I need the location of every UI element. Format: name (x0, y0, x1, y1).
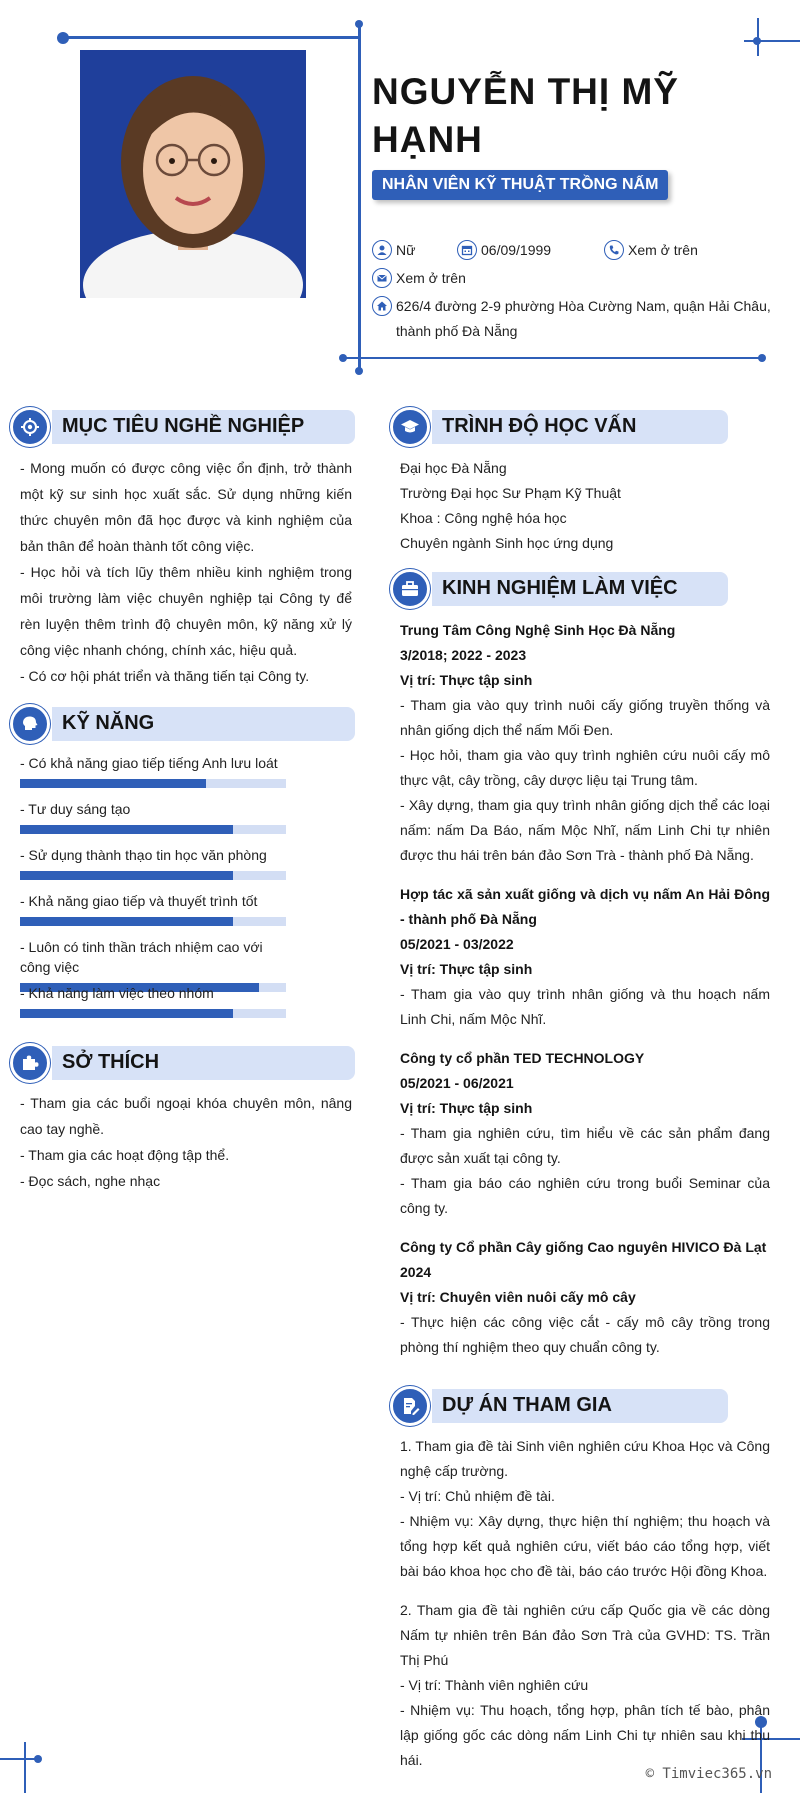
mail-icon (372, 268, 392, 288)
education-body (400, 456, 770, 556)
education-line: Khoa : Công nghệ hóa học (400, 510, 567, 526)
projects-heading (390, 1389, 740, 1423)
frame-line-bottom (342, 357, 762, 359)
job-period: 3/2018; 2022 - 2023 (400, 647, 527, 663)
skill-track (20, 917, 286, 926)
skill-item (20, 845, 290, 880)
projects-body (400, 1434, 770, 1773)
job-company: Công ty Cổ phần Cây giống Cao nguyên HIVICO Đà Lạt (400, 1239, 767, 1255)
project-line: - Vị trí: Thành viên nghiên cứu (400, 1677, 589, 1693)
frame-dot (355, 367, 363, 375)
job-detail: - Học hỏi, tham gia vào quy trình nghiên cứu nuôi cấy mô thực vật, cây trồng, cây dược liệu tại Trung tâm. (400, 747, 770, 788)
skill-label: - Khả năng giao tiếp và thuyết trình tốt (20, 893, 258, 909)
hobbies-heading (10, 1046, 355, 1080)
job-period: 2024 (400, 1264, 432, 1280)
hobby-line: - Tham gia các hoạt động tập thể. (20, 1147, 230, 1163)
home-icon (372, 296, 392, 316)
objective-body (20, 455, 352, 689)
job-detail: - Xây dựng, tham gia quy trình nhân giống dịch thể các loại nấm: nấm Da Báo, nấm Mộc Nhĩ, nấm Linh Chi tự nhiên được thu hái trên bán đảo Sơn Trà - thành phố Đà Nẵng. (400, 797, 770, 863)
document-edit-icon (390, 1386, 430, 1426)
experience-title: KINH NGHIỆM LÀM VIỆC (442, 577, 678, 599)
skill-track (20, 1009, 286, 1018)
job-detail: - Thực hiện các công việc cắt - cấy mô cây trồng trong phòng thí nghiệm theo quy chuẩn công ty. (400, 1314, 770, 1355)
project-line: 1. Tham gia đề tài Sinh viên nghiên cứu Khoa Học và Công nghệ cấp trường. (400, 1438, 770, 1479)
job-entry (400, 882, 770, 1032)
gender-info (372, 240, 415, 263)
job-position: Vị trí: Thực tập sinh (400, 1100, 533, 1116)
education-heading (390, 410, 740, 444)
graduation-cap-icon (390, 407, 430, 447)
email-value: Xem ở trên (396, 270, 466, 286)
job-detail: - Tham gia báo cáo nghiên cứu trong buổi Seminar của công ty. (400, 1175, 770, 1216)
target-icon (10, 407, 50, 447)
skill-label: - Sử dụng thành thạo tin học văn phòng (20, 847, 267, 863)
project-line: - Nhiệm vụ: Xây dựng, thực hiện thí nghiệm; thu hoạch và tổng hợp kết quả nghiên cứu, viết báo cáo tổng hợp, viết bài báo khoa học cho đề tài, báo cáo trước Hội đồng Khoa. (400, 1513, 770, 1579)
job-title-badge: NHÂN VIÊN KỸ THUẬT TRỒNG NẤM (372, 170, 668, 200)
phone-icon (604, 240, 624, 260)
brain-icon (10, 704, 50, 744)
skill-item (20, 891, 290, 926)
education-line: Trường Đại học Sư Phạm Kỹ Thuật (400, 485, 621, 501)
skill-label: - Có khả năng giao tiếp tiếng Anh lưu loát (20, 755, 278, 771)
frame-dot (355, 20, 363, 28)
frame-dot (758, 354, 766, 362)
profile-photo (80, 50, 306, 298)
email-info (372, 268, 466, 291)
job-detail: - Tham gia vào quy trình nuôi cấy giống truyền thống và nhân giống dịch thể nấm Mối Đen. (400, 697, 770, 738)
objective-line: - Học hỏi và tích lũy thêm nhiều kinh nghiệm trong môi trường làm việc chuyên nghiệp tại Công ty để rèn luyện thêm trình độ chuyên môn, kỹ năng xử lý công việc nhanh chóng, chính xác, hiệu quả. (20, 564, 352, 658)
project-line: 2. Tham gia đề tài nghiên cứu cấp Quốc gia về các dòng Nấm tự nhiên trên Bán đảo Sơn Trà của GVHD: TS. Trần Thị Phú (400, 1602, 770, 1668)
skill-level-fill (20, 779, 206, 788)
puzzle-icon (10, 1043, 50, 1083)
watermark-footer: © Timviec365.vn (645, 1766, 772, 1782)
hobbies-title: SỞ THÍCH (62, 1051, 160, 1073)
job-period: 05/2021 - 03/2022 (400, 936, 514, 952)
frame-line-vertical (358, 24, 361, 372)
education-title: TRÌNH ĐỘ HỌC VẤN (442, 415, 637, 437)
skill-item (20, 983, 290, 1018)
job-position: Vị trí: Thực tập sinh (400, 961, 533, 977)
education-line: Chuyên ngành Sinh học ứng dụng (400, 535, 614, 551)
frame-dot (57, 32, 69, 44)
corner-line (24, 1742, 26, 1793)
projects-title: DỰ ÁN THAM GIA (442, 1394, 612, 1416)
dob-value: 06/09/1999 (481, 242, 552, 258)
skill-label: - Khả năng làm việc theo nhóm (20, 985, 214, 1001)
corner-line (0, 1758, 38, 1760)
phone-info (604, 240, 698, 263)
skill-item (20, 753, 290, 788)
job-entry (400, 1235, 770, 1360)
candidate-name: NGUYỄN THỊ MỸ HẠNH (372, 71, 679, 160)
project-line: - Vị trí: Chủ nhiệm đề tài. (400, 1488, 555, 1504)
dob-info (457, 240, 551, 263)
job-company: Trung Tâm Công Nghệ Sinh Học Đà Nẵng (400, 622, 676, 638)
hobby-line: - Tham gia các buổi ngoại khóa chuyên môn, nâng cao tay nghề. (20, 1095, 352, 1137)
hobbies-body (20, 1090, 352, 1194)
skill-label: - Luôn có tinh thần trách nhiệm cao với công việc (20, 939, 263, 975)
experience-body (400, 618, 770, 1360)
job-detail: - Tham gia nghiên cứu, tìm hiểu về các sản phẩm đang được sản xuất tại công ty. (400, 1125, 770, 1166)
briefcase-icon (390, 569, 430, 609)
objective-line: - Có cơ hội phát triển và thăng tiến tại Công ty. (20, 668, 310, 684)
job-entry (400, 618, 770, 868)
objective-title: MỤC TIÊU NGHỀ NGHIỆP (62, 415, 305, 437)
experience-heading (390, 572, 740, 606)
job-period: 05/2021 - 06/2021 (400, 1075, 514, 1091)
skill-item (20, 799, 290, 834)
calendar-icon (457, 240, 477, 260)
skill-track (20, 825, 286, 834)
job-company: Công ty cổ phần TED TECHNOLOGY (400, 1050, 645, 1066)
skill-track (20, 871, 286, 880)
phone-value: Xem ở trên (628, 242, 698, 258)
address-info (372, 296, 772, 344)
job-detail: - Tham gia vào quy trình nhân giống và thu hoạch nấm Linh Chi, nấm Mộc Nhĩ. (400, 986, 770, 1027)
education-line: Đại học Đà Nẵng (400, 460, 507, 476)
frame-dot (339, 354, 347, 362)
skills-heading (10, 707, 355, 741)
hobby-line: - Đọc sách, nghe nhạc (20, 1173, 161, 1189)
corner-dot (34, 1755, 42, 1763)
skill-label: - Tư duy sáng tạo (20, 801, 131, 817)
gender-value: Nữ (396, 242, 416, 258)
job-company: Hợp tác xã sản xuất giống và dịch vụ nấm An Hải Đông - thành phố Đà Nẵng (400, 886, 770, 927)
skill-track (20, 779, 286, 788)
objective-line: - Mong muốn có được công việc ổn định, trở thành một kỹ sư sinh học xuất sắc. Sử dụng những kiến thức chuyên môn đã học được và kinh nghiệm của bản thân để hoàn thành tốt công việc. (20, 460, 352, 554)
user-icon (372, 240, 392, 260)
project-line: - Nhiệm vụ: Thu hoạch, tổng hợp, phân tích tế bào, phân lập giống gốc các dòng nấm Linh Chi tự nhiên sau khi thu hái. (400, 1702, 770, 1768)
skill-level-fill (20, 1009, 233, 1018)
job-position: Vị trí: Thực tập sinh (400, 672, 533, 688)
job-entry (400, 1046, 770, 1221)
skill-level-fill (20, 871, 233, 880)
skills-title: KỸ NĂNG (62, 712, 155, 734)
address-value: 626/4 đường 2-9 phường Hòa Cường Nam, quận Hải Châu, thành phố Đà Nẵng (396, 298, 771, 339)
frame-line-top (62, 36, 358, 39)
corner-dot (753, 37, 761, 45)
skill-level-fill (20, 825, 233, 834)
objective-heading (10, 410, 355, 444)
job-position: Vị trí: Chuyên viên nuôi cấy mô cây (400, 1289, 636, 1305)
skill-level-fill (20, 917, 233, 926)
